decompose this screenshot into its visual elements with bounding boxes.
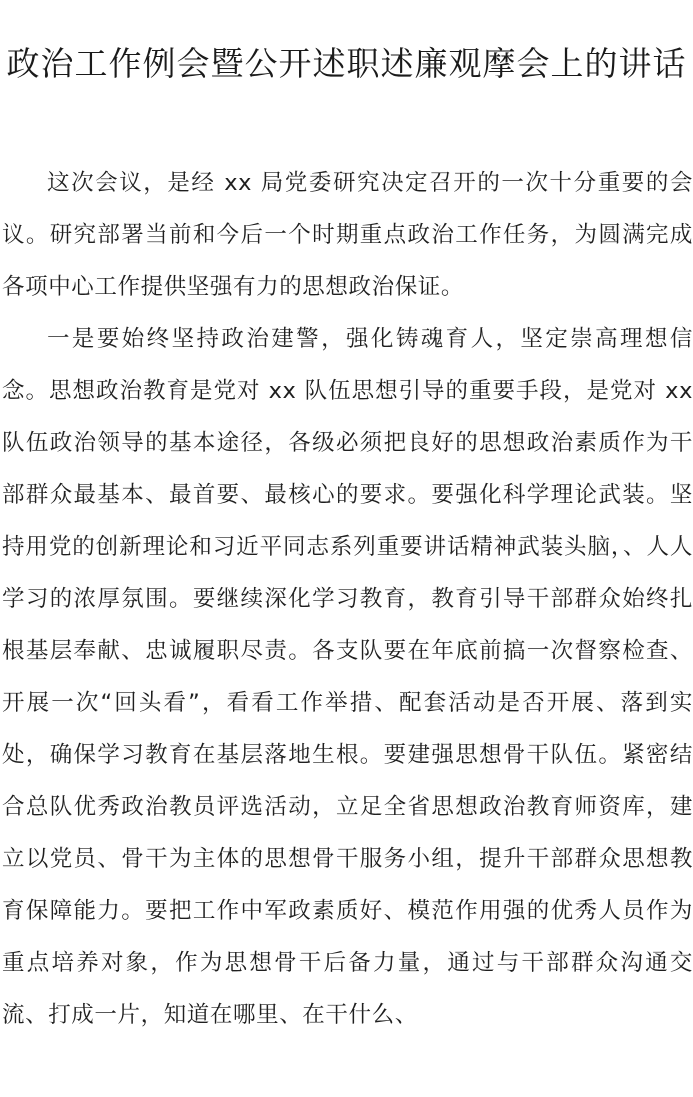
document-body	[2, 157, 693, 1041]
paragraph-point-one: 一是要始终坚持政治建警，强化铸魂育人，坚定崇高理想信念。思想政治教育是党对 xx 队伍思想引导的重要手段，是党对 xx 队伍政治领导的基本途径，各级必须把良好的思想政治素质作为干部群众最基本、最首要、最核心的要求。要强化科学理论武装。坚持用党的创新理论和习近平同志系列重要讲话精神武装头脑，、人人学习的浓厚氛围。要继续深化学习教育，教育引导干部群众始终扎根基层奉献、忠诚履职尽责。各支队要在年底前搞一次督察检查、开展一次“回头看”，看看工作举措、配套活动是否开展、落到实处，确保学习教育在基层落地生根。要建强思想骨干队伍。紧密结合总队优秀政治教员评选活动，立足全省思想政治教育师资库，建立以党员、骨干为主体的思想骨干服务小组，提升干部群众思想教育保障能力。要把工作中军政素质好、模范作用强的优秀人员作为重点培养对象，作为思想骨干后备力量，通过与干部群众沟通交流、打成一片，知道在哪里、在干什么、	[2, 326, 693, 1028]
document-title: 政治工作例会暨公开述职述廉观摩会上的讲话	[6, 44, 687, 83]
paragraph-intro: 这次会议，是经 xx 局党委研究决定召开的一次十分重要的会议。研究部署当前和今后一个时期重点政治工作任务，为圆满完成各项中心工作提供坚强有力的思想政治保证。	[2, 170, 693, 300]
